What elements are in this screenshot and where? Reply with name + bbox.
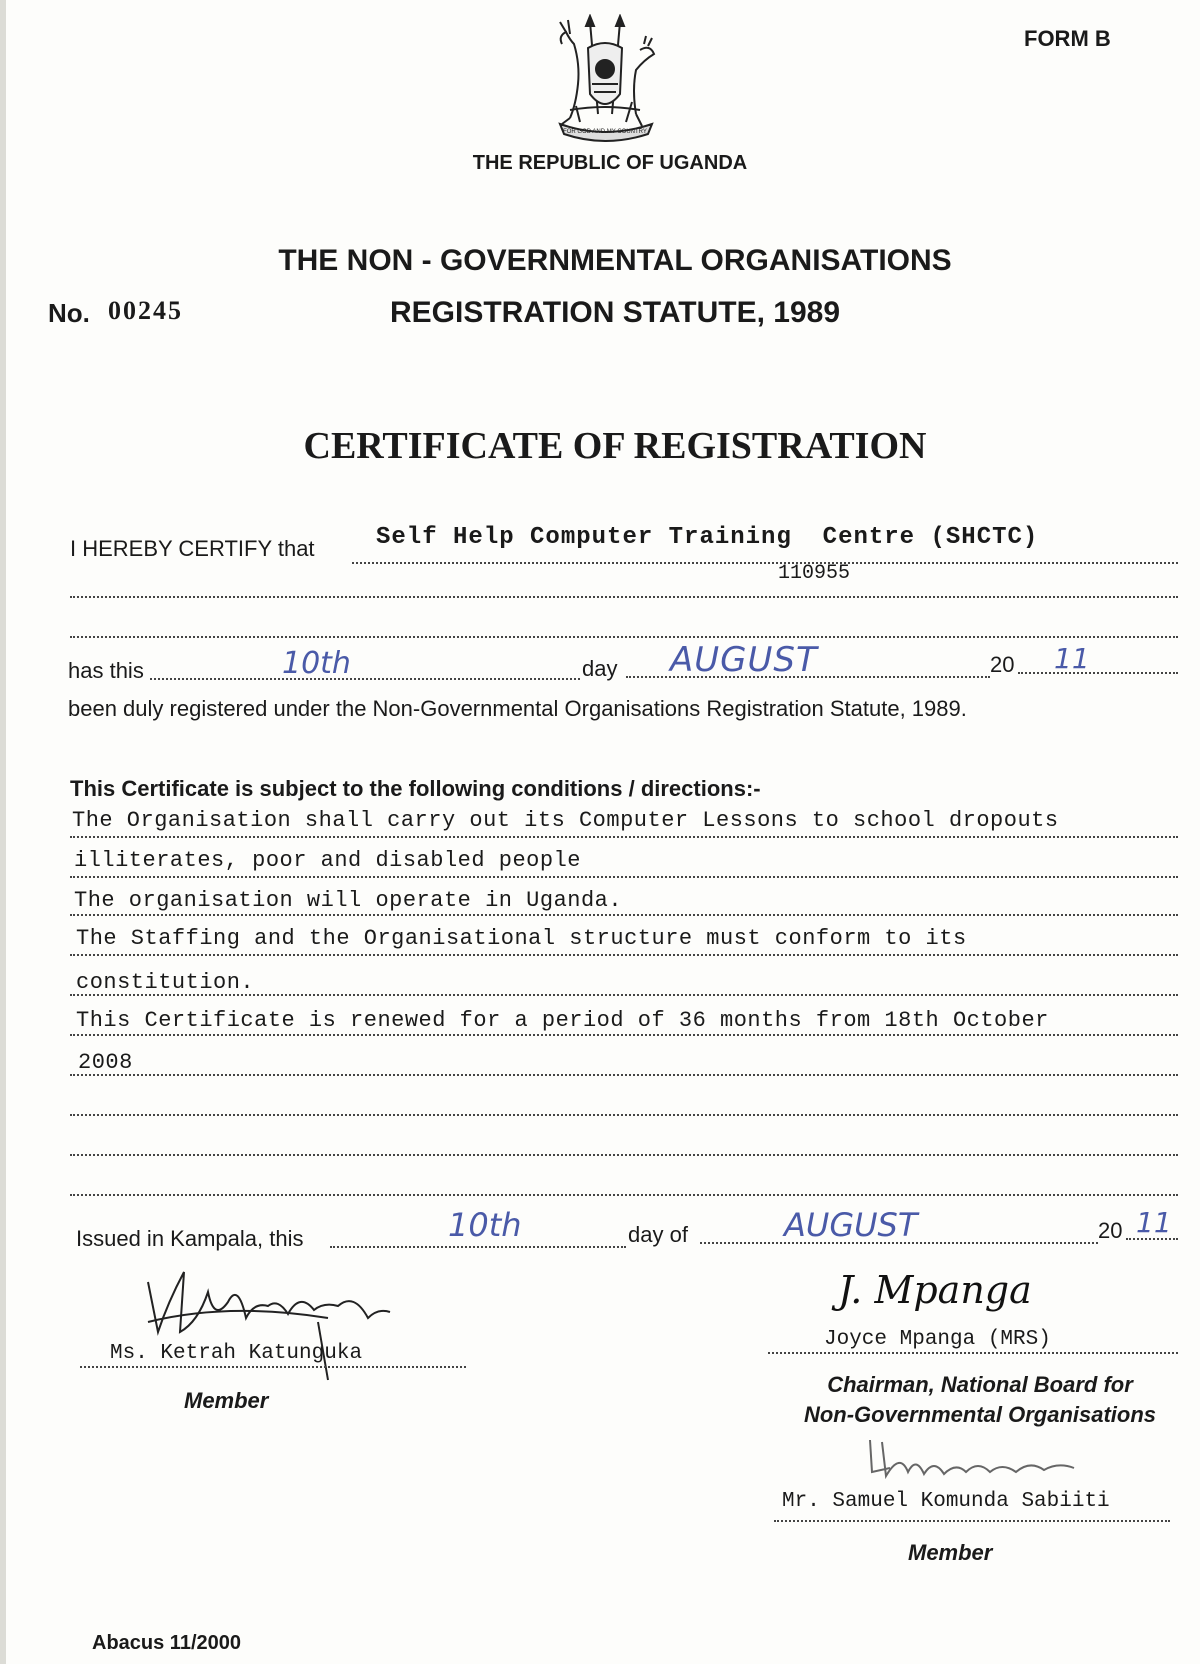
has-this-label: has this	[68, 658, 144, 683]
third-signatory-name: Mr. Samuel Komunda Sabiiti	[782, 1490, 1110, 1513]
condition-line: constitution.	[76, 970, 255, 995]
statute-title-line2: REGISTRATION STATUTE, 1989	[389, 296, 841, 329]
left-signatory-role: Member	[184, 1388, 269, 1413]
chairman-title-line1: Chairman, National Board for	[827, 1372, 1133, 1397]
dotted-line	[70, 914, 1178, 916]
dotted-line	[70, 876, 1178, 878]
left-signatory-name: Ms. Ketrah Katunguka	[110, 1342, 363, 1365]
coat-of-arms-emblem	[540, 14, 670, 142]
republic-heading: THE REPUBLIC OF UGANDA	[472, 152, 748, 174]
dotted-line	[70, 1114, 1178, 1116]
year-line	[1018, 672, 1178, 674]
left-signature	[128, 1262, 398, 1392]
registered-day: 10th	[282, 646, 351, 681]
issued-year: 11	[1136, 1206, 1172, 1239]
conditions-heading: This Certificate is subject to the following conditions / directions:-	[70, 776, 761, 801]
dotted-line	[70, 1034, 1178, 1036]
footer-form-code: Abacus 11/2000	[92, 1632, 241, 1654]
certificate-title: CERTIFICATE OF REGISTRATION	[303, 425, 927, 467]
certify-label: I HEREBY CERTIFY that	[70, 536, 315, 561]
dotted-line	[70, 836, 1178, 838]
condition-line: 2008	[78, 1050, 133, 1075]
organisation-line	[352, 562, 1178, 564]
registered-month: AUGUST	[670, 640, 818, 680]
third-signatory-line	[774, 1520, 1170, 1522]
chairman-name: Joyce Mpanga (MRS)	[824, 1328, 1051, 1351]
certificate-number-label: No.	[48, 298, 90, 328]
chairman-signature: J. Mpanga	[838, 1268, 1032, 1312]
dotted-line	[70, 636, 1178, 638]
third-signatory-role: Member	[908, 1540, 993, 1565]
condition-line: illiterates, poor and disabled people	[74, 848, 581, 873]
day-label: day	[582, 656, 618, 681]
third-signature	[860, 1432, 1090, 1492]
chairman-title-line2: Non-Governmental Organisations	[803, 1402, 1157, 1427]
certificate-number: 00245	[108, 296, 183, 325]
issued-day-line	[330, 1246, 626, 1248]
year-prefix: 20	[990, 652, 1015, 677]
issued-month: AUGUST	[784, 1206, 918, 1244]
dotted-line	[70, 1154, 1178, 1156]
condition-line: The Staffing and the Organisational structure must conform to its	[76, 926, 967, 951]
condition-line: The Organisation shall carry out its Computer Lessons to school dropouts	[72, 808, 1059, 833]
registered-statement: been duly registered under the Non-Governmental Organisations Registration Statute, 1989.	[68, 696, 967, 721]
chairman-line	[768, 1352, 1178, 1354]
condition-line: The organisation will operate in Uganda.	[74, 888, 623, 913]
dotted-line	[70, 954, 1178, 956]
issued-label: Issued in Kampala, this	[76, 1226, 304, 1251]
registration-number: 110955	[778, 562, 851, 585]
issued-year-prefix: 20	[1098, 1218, 1123, 1243]
emblem-motto: FOR GOD AND MY COUNTRY	[563, 129, 647, 135]
organisation-name: Self Help Computer Training Centre (SHCTC)	[376, 524, 1039, 551]
form-label: FORM B	[1024, 26, 1111, 51]
issued-day: 10th	[448, 1206, 522, 1244]
condition-line: This Certificate is renewed for a period of 36 months from 18th October	[76, 1008, 1049, 1033]
registered-year: 11	[1054, 642, 1090, 675]
dotted-line	[70, 596, 1178, 598]
day-of-label: day of	[628, 1222, 688, 1247]
day-line	[150, 678, 580, 680]
statute-title-line1: THE NON - GOVERNMENTAL ORGANISATIONS	[278, 244, 952, 277]
dotted-line	[70, 1194, 1178, 1196]
dotted-line	[70, 1074, 1178, 1076]
left-signatory-line	[80, 1366, 466, 1368]
